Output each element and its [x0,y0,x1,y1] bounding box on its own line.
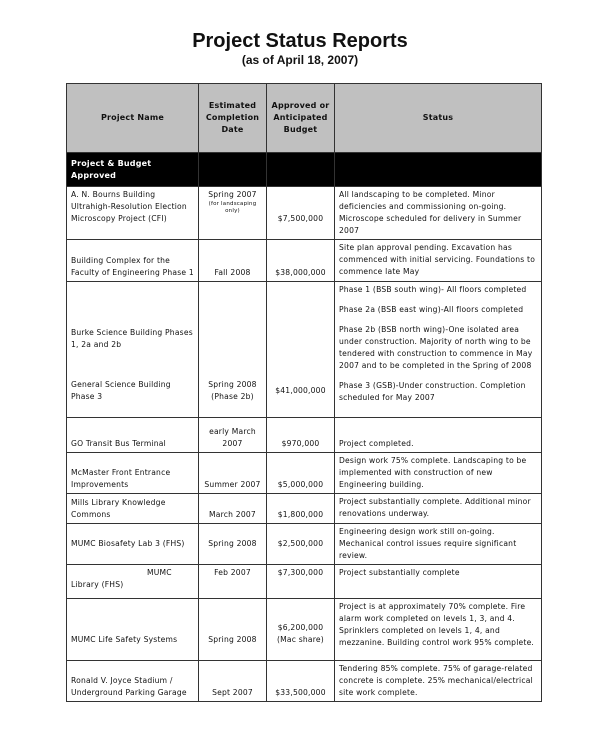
status: Project is at approximately 70% complete. Fire alarm work completed on levels 1, 3, and 4. Sprinklers completed on levels 1, 4, and mezzanine. Building control work 95% complete. [335,599,542,661]
status: Project completed. [335,418,542,453]
status: All landscaping to be completed. Minor deficiencies and commissioning on-going. Microscope scheduled for delivery in Summer 2007 [335,187,542,240]
budget: $2,500,000 [267,524,335,565]
project-name: McMaster Front Entrance Improvements [67,453,199,494]
completion-date: Summer 2007 [199,453,267,494]
project-name: Burke Science Building Phases 1, 2a and 2b General Science Building Phase 3 [67,282,199,418]
page-subtitle: (as of April 18, 2007) [241,53,359,67]
header-project-name: Project Name [67,84,199,153]
project-name: A. N. Bourns Building Ultrahigh-Resolution Election Microscopy Project (CFI) [67,187,199,240]
project-name: MUMC Library (FHS) [67,565,199,599]
table-row [67,599,542,661]
table-row [67,524,542,565]
completion-date: early March 2007 [199,418,267,453]
page-title: Project Status Reports [192,30,408,52]
budget: $7,500,000 [267,187,335,240]
table-row [67,240,542,282]
status: Site plan approval pending. Excavation has commenced with initial servicing. Foundations to commence late May [335,240,542,282]
completion-date: Feb 2007 [199,565,267,599]
project-name: Mills Library Knowledge Commons [67,494,199,524]
header-budget: Approved or Anticipated Budget [267,84,335,153]
project-status-table [66,83,542,702]
section-row [67,153,542,187]
table-row [67,565,542,599]
project-name: MUMC Biosafety Lab 3 (FHS) [67,524,199,565]
budget: $1,800,000 [267,494,335,524]
completion-date: Sept 2007 [199,661,267,702]
budget: $7,300,000 [267,565,335,599]
project-name: MUMC Life Safety Systems [67,599,199,661]
table-row [67,418,542,453]
budget: $33,500,000 [267,661,335,702]
status: Project substantially complete [335,565,542,599]
table-row [67,282,542,418]
completion-date: Fall 2008 [199,240,267,282]
section-label: Project & Budget Approved [67,153,199,187]
budget: $6,200,000 (Mac share) [267,599,335,661]
budget: $5,000,000 [267,453,335,494]
completion-date: Spring 2008 (Phase 2b) [199,282,267,418]
header-completion-date: Estimated Completion Date [199,84,267,153]
budget: $38,000,000 [267,240,335,282]
status: Design work 75% complete. Landscaping to be implemented with construction of new Engineering building. [335,453,542,494]
completion-date: Spring 2007 (for landscaping only) [199,187,267,240]
table-row [67,494,542,524]
status: Engineering design work still on-going. Mechanical control issues require significant review. [335,524,542,565]
status: Project substantially complete. Additional minor renovations underway. [335,494,542,524]
table-header-row [67,84,542,153]
completion-date: March 2007 [199,494,267,524]
status: Tendering 85% complete. 75% of garage-related concrete is complete. 25% mechanical/electrical site work complete. [335,661,542,702]
budget: $41,000,000 [267,282,335,418]
header-status: Status [335,84,542,153]
table-row [67,661,542,702]
completion-date: Spring 2008 [199,524,267,565]
table-row [67,453,542,494]
project-name: Ronald V. Joyce Stadium / Underground Parking Garage [67,661,199,702]
budget: $970,000 [267,418,335,453]
table-row [67,187,542,240]
completion-date: Spring 2008 [199,599,267,661]
project-name: GO Transit Bus Terminal [67,418,199,453]
project-name: Building Complex for the Faculty of Engineering Phase 1 [67,240,199,282]
date-note: (for landscaping only) [208,201,257,214]
status: Phase 1 (BSB south wing)- All floors completed Phase 2a (BSB east wing)-All floors completed Phase 2b (BSB north wing)-One isolated area under construction. Majority of north wing to be tendered with construction to commence in May 2007 and to be completed in the Spring of 2008 Phase 3 (GSB)-Under construction. Completion scheduled for May 2007 [335,282,542,418]
